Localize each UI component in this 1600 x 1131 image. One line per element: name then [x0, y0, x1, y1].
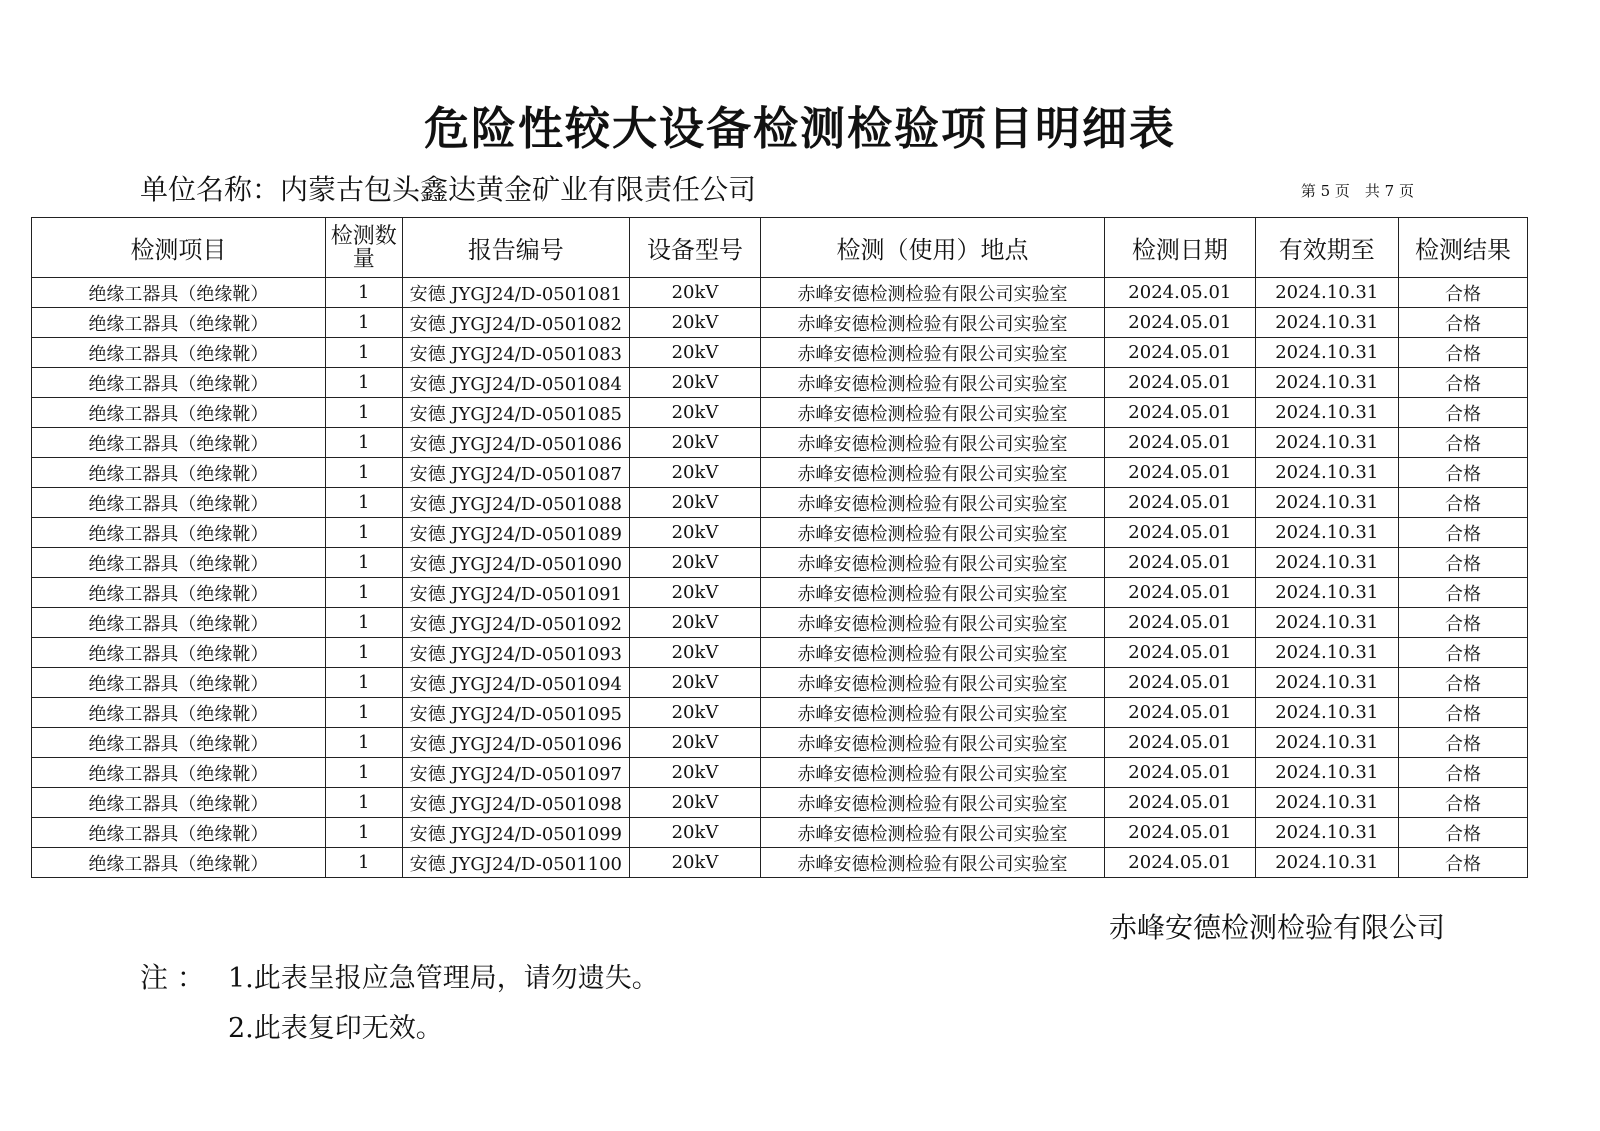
table-cell: 1: [325, 638, 402, 668]
table-cell: 1: [325, 428, 402, 458]
table-row: [32, 518, 1528, 548]
table-cell: 绝缘工器具（绝缘靴）: [32, 758, 326, 788]
table-cell: 赤峰安德检测检验有限公司实验室: [761, 848, 1105, 878]
table-cell: 安德 JYGJ24/D-0501096: [402, 728, 629, 758]
table-cell: 20kV: [629, 308, 760, 338]
inspection-detail-table: [31, 217, 1528, 878]
table-cell: 安德 JYGJ24/D-0501091: [402, 578, 629, 608]
table-cell: 合格: [1398, 308, 1527, 338]
table-cell: 合格: [1398, 548, 1527, 578]
table-cell: 2024.05.01: [1105, 818, 1256, 848]
table-cell: 绝缘工器具（绝缘靴）: [32, 308, 326, 338]
table-cell: 2024.10.31: [1255, 428, 1398, 458]
table-cell: 2024.05.01: [1105, 368, 1256, 398]
table-cell: 绝缘工器具（绝缘靴）: [32, 848, 326, 878]
table-cell: 1: [325, 398, 402, 428]
table-cell: 合格: [1398, 398, 1527, 428]
header-cell: 检测日期: [1105, 218, 1256, 278]
table-cell: 赤峰安德检测检验有限公司实验室: [761, 608, 1105, 638]
header-cell: 检测项目: [32, 218, 326, 278]
table-cell: 1: [325, 578, 402, 608]
table-row: [32, 278, 1528, 308]
table-cell: 2024.10.31: [1255, 398, 1398, 428]
table-cell: 绝缘工器具（绝缘靴）: [32, 368, 326, 398]
table-cell: 2024.10.31: [1255, 848, 1398, 878]
table-cell: 安德 JYGJ24/D-0501094: [402, 668, 629, 698]
table-cell: 安德 JYGJ24/D-0501097: [402, 758, 629, 788]
table-cell: 2024.05.01: [1105, 848, 1256, 878]
table-cell: 1: [325, 548, 402, 578]
table-cell: 合格: [1398, 338, 1527, 368]
table-cell: 2024.10.31: [1255, 668, 1398, 698]
table-cell: 20kV: [629, 458, 760, 488]
table-row: [32, 608, 1528, 638]
table-row: [32, 698, 1528, 728]
table-cell: 2024.05.01: [1105, 698, 1256, 728]
table-cell: 2024.05.01: [1105, 488, 1256, 518]
table-cell: 2024.05.01: [1105, 788, 1256, 818]
table-cell: 2024.05.01: [1105, 638, 1256, 668]
table-cell: 1: [325, 488, 402, 518]
table-cell: 赤峰安德检测检验有限公司实验室: [761, 638, 1105, 668]
table-cell: 2024.10.31: [1255, 308, 1398, 338]
header-cell: 报告编号: [402, 218, 629, 278]
table-cell: 绝缘工器具（绝缘靴）: [32, 638, 326, 668]
table-row: [32, 338, 1528, 368]
table-cell: 2024.10.31: [1255, 758, 1398, 788]
table-cell: 2024.05.01: [1105, 668, 1256, 698]
table-cell: 安德 JYGJ24/D-0501093: [402, 638, 629, 668]
table-cell: 赤峰安德检测检验有限公司实验室: [761, 548, 1105, 578]
table-cell: 1: [325, 338, 402, 368]
table-row: [32, 728, 1528, 758]
note-label: 注 ：: [140, 961, 205, 994]
table-cell: 1: [325, 458, 402, 488]
table-cell: 1: [325, 668, 402, 698]
table-cell: 20kV: [629, 728, 760, 758]
table-cell: 绝缘工器具（绝缘靴）: [32, 698, 326, 728]
table-cell: 2024.05.01: [1105, 398, 1256, 428]
table-cell: 1: [325, 788, 402, 818]
table-cell: 赤峰安德检测检验有限公司实验室: [761, 338, 1105, 368]
table-cell: 20kV: [629, 338, 760, 368]
table-row: [32, 368, 1528, 398]
table-cell: 20kV: [629, 848, 760, 878]
table-cell: 赤峰安德检测检验有限公司实验室: [761, 698, 1105, 728]
table-cell: 赤峰安德检测检验有限公司实验室: [761, 788, 1105, 818]
table-cell: 赤峰安德检测检验有限公司实验室: [761, 578, 1105, 608]
table-cell: 赤峰安德检测检验有限公司实验室: [761, 488, 1105, 518]
table-cell: 20kV: [629, 518, 760, 548]
table-cell: 绝缘工器具（绝缘靴）: [32, 608, 326, 638]
table-cell: 1: [325, 368, 402, 398]
table-cell: 20kV: [629, 428, 760, 458]
table-body: [32, 278, 1528, 878]
table-cell: 1: [325, 728, 402, 758]
table-cell: 20kV: [629, 698, 760, 728]
table-cell: 绝缘工器具（绝缘靴）: [32, 398, 326, 428]
table-cell: 赤峰安德检测检验有限公司实验室: [761, 308, 1105, 338]
table-cell: 绝缘工器具（绝缘靴）: [32, 668, 326, 698]
table-cell: 安德 JYGJ24/D-0501083: [402, 338, 629, 368]
table-row: [32, 818, 1528, 848]
table-cell: 2024.05.01: [1105, 548, 1256, 578]
table-cell: 绝缘工器具（绝缘靴）: [32, 728, 326, 758]
table-cell: 2024.10.31: [1255, 368, 1398, 398]
unit-name: 单位名称：内蒙古包头鑫达黄金矿业有限责任公司: [140, 173, 757, 206]
table-cell: 20kV: [629, 548, 760, 578]
table-cell: 2024.05.01: [1105, 458, 1256, 488]
table-cell: 2024.10.31: [1255, 278, 1398, 308]
header-cell: 有效期至: [1255, 218, 1398, 278]
table-cell: 赤峰安德检测检验有限公司实验室: [761, 428, 1105, 458]
table-cell: 绝缘工器具（绝缘靴）: [32, 338, 326, 368]
table-cell: 合格: [1398, 458, 1527, 488]
table-cell: 安德 JYGJ24/D-0501086: [402, 428, 629, 458]
table-row: [32, 308, 1528, 338]
table-cell: 绝缘工器具（绝缘靴）: [32, 548, 326, 578]
table-cell: 安德 JYGJ24/D-0501098: [402, 788, 629, 818]
table-cell: 20kV: [629, 638, 760, 668]
table-cell: 绝缘工器具（绝缘靴）: [32, 788, 326, 818]
table-cell: 合格: [1398, 428, 1527, 458]
table-header-row: [32, 218, 1528, 278]
table-cell: 安德 JYGJ24/D-0501100: [402, 848, 629, 878]
table-cell: 2024.10.31: [1255, 818, 1398, 848]
table-row: [32, 458, 1528, 488]
table-cell: 20kV: [629, 578, 760, 608]
document-title: 危险性较大设备检测检验项目明细表: [423, 102, 1176, 155]
table-cell: 安德 JYGJ24/D-0501090: [402, 548, 629, 578]
table-cell: 20kV: [629, 398, 760, 428]
table-cell: 20kV: [629, 758, 760, 788]
table-cell: 合格: [1398, 848, 1527, 878]
header-cell: 检测结果: [1398, 218, 1527, 278]
table-cell: 安德 JYGJ24/D-0501095: [402, 698, 629, 728]
table-cell: 1: [325, 758, 402, 788]
table-cell: 合格: [1398, 608, 1527, 638]
table-cell: 安德 JYGJ24/D-0501087: [402, 458, 629, 488]
table-cell: 20kV: [629, 278, 760, 308]
table-cell: 合格: [1398, 488, 1527, 518]
table-cell: 2024.05.01: [1105, 428, 1256, 458]
table-cell: 2024.10.31: [1255, 698, 1398, 728]
table-cell: 2024.05.01: [1105, 518, 1256, 548]
table-row: [32, 548, 1528, 578]
table-cell: 赤峰安德检测检验有限公司实验室: [761, 458, 1105, 488]
page-indicator: 第 5 页 共 7 页: [1300, 182, 1414, 200]
note-item: 2.此表复印无效。: [228, 1013, 443, 1044]
table-cell: 合格: [1398, 758, 1527, 788]
table-cell: 安德 JYGJ24/D-0501081: [402, 278, 629, 308]
table-cell: 赤峰安德检测检验有限公司实验室: [761, 518, 1105, 548]
table-cell: 1: [325, 608, 402, 638]
table-cell: 赤峰安德检测检验有限公司实验室: [761, 398, 1105, 428]
table-cell: 安德 JYGJ24/D-0501082: [402, 308, 629, 338]
table-cell: 绝缘工器具（绝缘靴）: [32, 578, 326, 608]
table-cell: 赤峰安德检测检验有限公司实验室: [761, 368, 1105, 398]
table-cell: 合格: [1398, 638, 1527, 668]
table-cell: 安德 JYGJ24/D-0501088: [402, 488, 629, 518]
table-cell: 20kV: [629, 788, 760, 818]
table-row: [32, 398, 1528, 428]
header-cell: 设备型号: [629, 218, 760, 278]
table-cell: 20kV: [629, 668, 760, 698]
table-row: [32, 848, 1528, 878]
table-cell: 合格: [1398, 518, 1527, 548]
table-cell: 赤峰安德检测检验有限公司实验室: [761, 278, 1105, 308]
table-cell: 2024.10.31: [1255, 488, 1398, 518]
table-cell: 安德 JYGJ24/D-0501084: [402, 368, 629, 398]
table-cell: 2024.10.31: [1255, 458, 1398, 488]
table-cell: 绝缘工器具（绝缘靴）: [32, 488, 326, 518]
table-cell: 1: [325, 698, 402, 728]
table-cell: 20kV: [629, 818, 760, 848]
table-cell: 1: [325, 278, 402, 308]
table-cell: 合格: [1398, 818, 1527, 848]
table-row: [32, 578, 1528, 608]
table-cell: 绝缘工器具（绝缘靴）: [32, 818, 326, 848]
table-cell: 合格: [1398, 788, 1527, 818]
table-cell: 2024.10.31: [1255, 638, 1398, 668]
table-cell: 安德 JYGJ24/D-0501089: [402, 518, 629, 548]
table-cell: 安德 JYGJ24/D-0501092: [402, 608, 629, 638]
table-row: [32, 758, 1528, 788]
table-row: [32, 638, 1528, 668]
table-cell: 1: [325, 818, 402, 848]
table-cell: 合格: [1398, 578, 1527, 608]
table-cell: 赤峰安德检测检验有限公司实验室: [761, 758, 1105, 788]
table-cell: 1: [325, 848, 402, 878]
header-cell: 检测数量: [325, 218, 402, 278]
table-row: [32, 488, 1528, 518]
table-cell: 安德 JYGJ24/D-0501099: [402, 818, 629, 848]
table-cell: 合格: [1398, 368, 1527, 398]
note-item: 1.此表呈报应急管理局，请勿遗失。: [228, 963, 659, 994]
table-cell: 2024.05.01: [1105, 728, 1256, 758]
table-cell: 2024.05.01: [1105, 278, 1256, 308]
table-row: [32, 668, 1528, 698]
table-cell: 绝缘工器具（绝缘靴）: [32, 458, 326, 488]
table-cell: 2024.10.31: [1255, 548, 1398, 578]
table-cell: 绝缘工器具（绝缘靴）: [32, 428, 326, 458]
issuer-company: 赤峰安德检测检验有限公司: [1108, 911, 1445, 944]
table-cell: 2024.05.01: [1105, 338, 1256, 368]
table-cell: 合格: [1398, 278, 1527, 308]
table-cell: 2024.10.31: [1255, 578, 1398, 608]
table-cell: 1: [325, 308, 402, 338]
table-row: [32, 428, 1528, 458]
table-cell: 2024.05.01: [1105, 578, 1256, 608]
table-cell: 2024.10.31: [1255, 788, 1398, 818]
table-cell: 安德 JYGJ24/D-0501085: [402, 398, 629, 428]
table-cell: 1: [325, 518, 402, 548]
table-cell: 20kV: [629, 488, 760, 518]
table-cell: 2024.10.31: [1255, 728, 1398, 758]
table-cell: 合格: [1398, 698, 1527, 728]
table-cell: 2024.10.31: [1255, 608, 1398, 638]
table-cell: 2024.05.01: [1105, 608, 1256, 638]
table-cell: 2024.10.31: [1255, 518, 1398, 548]
table-cell: 2024.05.01: [1105, 758, 1256, 788]
table-cell: 绝缘工器具（绝缘靴）: [32, 518, 326, 548]
table-cell: 赤峰安德检测检验有限公司实验室: [761, 728, 1105, 758]
table-cell: 2024.05.01: [1105, 308, 1256, 338]
table-cell: 20kV: [629, 608, 760, 638]
table-cell: 合格: [1398, 728, 1527, 758]
table-cell: 合格: [1398, 668, 1527, 698]
header-cell: 检测（使用）地点: [761, 218, 1105, 278]
table-cell: 绝缘工器具（绝缘靴）: [32, 278, 326, 308]
table-cell: 赤峰安德检测检验有限公司实验室: [761, 818, 1105, 848]
table-cell: 赤峰安德检测检验有限公司实验室: [761, 668, 1105, 698]
table-cell: 2024.10.31: [1255, 338, 1398, 368]
table-cell: 20kV: [629, 368, 760, 398]
table-row: [32, 788, 1528, 818]
